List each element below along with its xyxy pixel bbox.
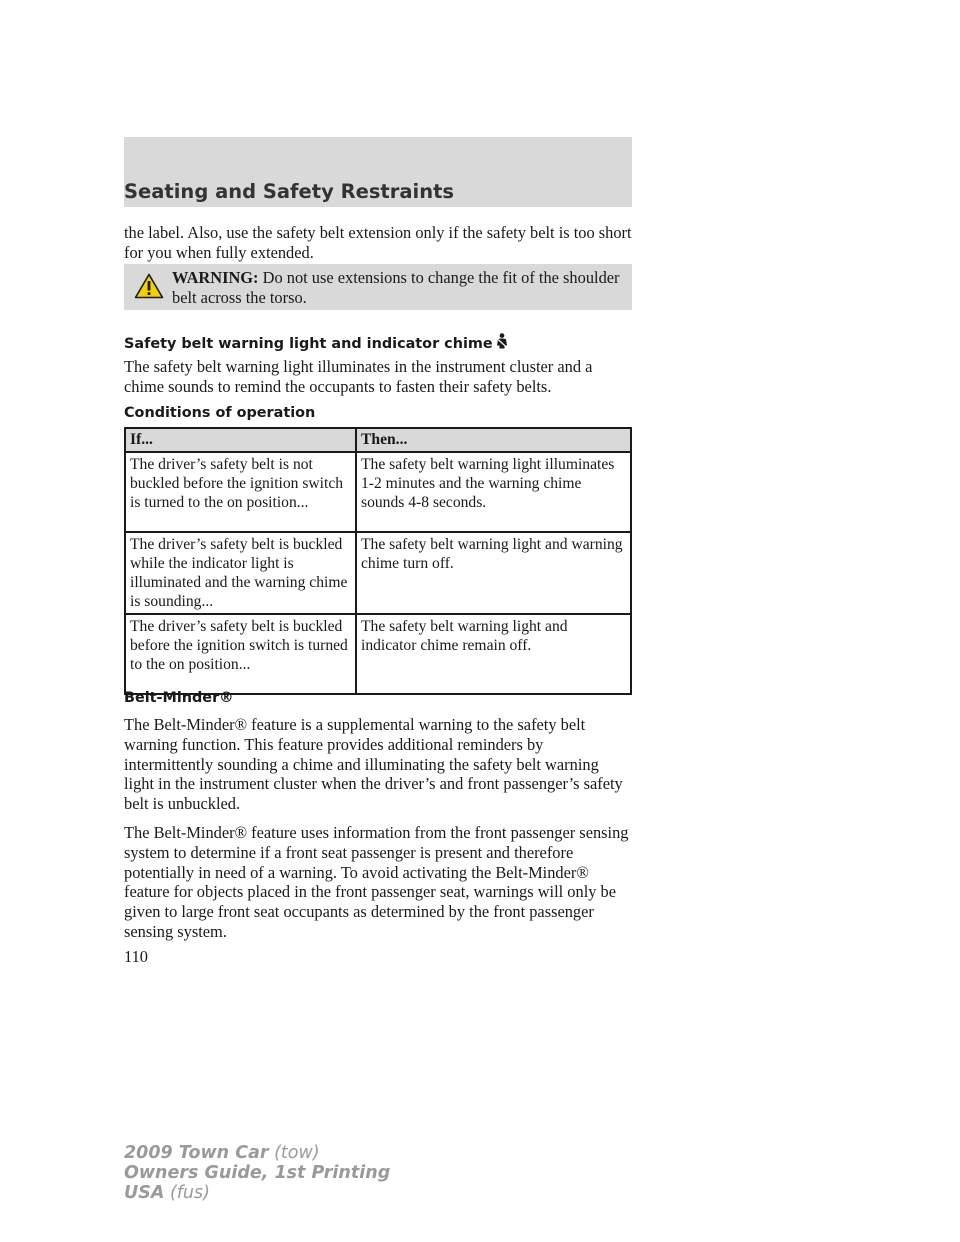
intro-paragraph: the label. Also, use the safety belt extension only if the safety belt is too short for you when fully extended. bbox=[124, 223, 632, 262]
footer-printing: Owners Guide, 1st Printing bbox=[124, 1163, 391, 1183]
warning-text bbox=[172, 268, 624, 308]
warning-triangle-icon bbox=[134, 273, 164, 299]
page-number: 110 bbox=[124, 947, 148, 966]
warning-label: WARNING: bbox=[172, 268, 259, 287]
conditions-heading: Conditions of operation bbox=[124, 405, 316, 421]
table-cell-if: The driver’s safety belt is buckled while the indicator light is illuminated and the warning chime is sounding... bbox=[125, 532, 356, 614]
warning-box bbox=[124, 264, 632, 310]
table-row bbox=[125, 532, 631, 614]
footer-model-code: (tow) bbox=[274, 1143, 320, 1163]
beltminder-paragraph-2: The Belt-Minder® feature uses information from the front passenger sensing system to determine if a front seat passenger is present and therefore potentially in need of a warning. To avoid activating the Belt-Minder® feature for objects placed in the front passenger seat, warnings will only be given to large front seat occupants as determined by the front passenger sensing system. bbox=[124, 823, 629, 941]
table-cell-if: The driver’s safety belt is buckled before the ignition switch is turned to the on position... bbox=[125, 614, 356, 694]
conditions-table bbox=[124, 427, 632, 695]
table-cell-then: The safety belt warning light and warning chime turn off. bbox=[356, 532, 631, 614]
table-row bbox=[125, 452, 631, 532]
footer-imprint bbox=[124, 1143, 390, 1203]
table-header-row bbox=[125, 428, 631, 452]
beltminder-paragraph-1: The Belt-Minder® feature is a supplemental warning to the safety belt warning function. This feature provides additional reminders by intermittently sounding a chime and illuminating the safety belt warning light in the instrument cluster when the driver’s and front passenger’s safety belt is unbuckled. bbox=[124, 715, 623, 814]
seatbelt-icon bbox=[495, 333, 509, 349]
warning-body: Do not use extensions to change the fit of the shoulder belt across the torso. bbox=[172, 268, 620, 307]
section-heading-warning-light bbox=[124, 333, 509, 352]
footer-model: 2009 Town Car bbox=[124, 1143, 269, 1163]
footer-market-code: (fus) bbox=[169, 1183, 210, 1203]
warning-light-paragraph: The safety belt warning light illuminates in the instrument cluster and a chime sounds to remind the occupants to fasten their safety belts. bbox=[124, 357, 593, 396]
table-cell-then: The safety belt warning light illuminates 1-2 minutes and the warning chime sounds 4-8 seconds. bbox=[356, 452, 631, 532]
table-cell-then: The safety belt warning light and indicator chime remain off. bbox=[356, 614, 631, 694]
section-heading-text: Safety belt warning light and indicator chime bbox=[124, 336, 493, 352]
column-header-then: Then... bbox=[356, 428, 631, 452]
footer-line-3 bbox=[124, 1183, 390, 1203]
page-title: Seating and Safety Restraints bbox=[124, 180, 455, 203]
footer-line-2 bbox=[124, 1163, 390, 1183]
table-cell-if: The driver’s safety belt is not buckled before the ignition switch is turned to the on position... bbox=[125, 452, 356, 532]
column-header-if: If... bbox=[125, 428, 356, 452]
table-row bbox=[125, 614, 631, 694]
footer-line-1 bbox=[124, 1143, 390, 1163]
beltminder-heading: Belt-Minder® bbox=[124, 690, 234, 706]
footer-market: USA bbox=[124, 1183, 165, 1203]
